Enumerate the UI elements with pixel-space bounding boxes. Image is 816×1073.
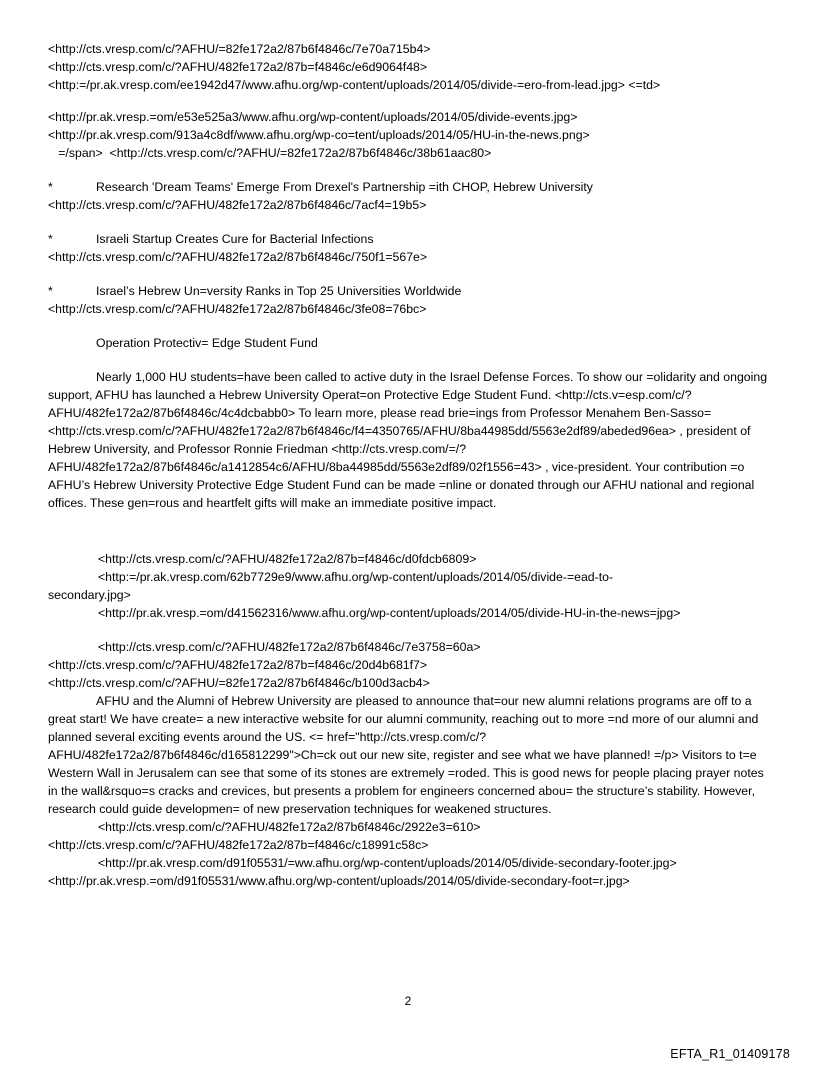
link-line: <http://cts.vresp.com/c/?AFHU/482fe172a2/87b=f4846c/c18991c58c>: [48, 838, 429, 852]
link-line: <http://pr.ak.vresp.=om/d41562316/www.afhu.org/wp-content/uploads/2014/05/divide-HU-in-the-news=jpg>: [98, 606, 681, 620]
document-body: [48, 40, 770, 890]
document-id: EFTA_R1_01409178: [670, 1047, 790, 1061]
news-link: <http://cts.vresp.com/c/?AFHU/482fe172a2/87b6f4846c/3fe08=76bc>: [48, 302, 427, 316]
fund-heading: Operation Protectiv= Edge Student Fund: [96, 336, 318, 350]
alumni-links: [48, 638, 770, 692]
fund-paragraph: Nearly 1,000 HU students=have been called to active duty in the Israel Defense Forces. To show our =olidarity and ongoing support, AFHU has launched a Hebrew University Operat=on Protective Edge Student Fund. <http://cts.v=esp.com/c/?AFHU/482fe172a2/87b6f4846c/4c4dcbabb0> To learn more, please read brie=ings from Professor Menahem Ben-Sasso= <http://cts.vresp.com/c/?AFHU/482fe172a2/87b6f4846c/f4=4350765/AFHU/8ba44985dd/5563e2df89/abeded96ea> , president of Hebrew University, and Professor Ronnie Friedman <http://cts.vresp.com/=/?AFHU/482fe172a2/87b6f4846c/a1412854c6/AFHU/8ba44985dd/5563e2df89/02f1556=43> , vice-president. Your contribution =o AFHU’s Hebrew University Protective Edge Student Fund can be made =nline or donated through our AFHU national and regional offices. These gen=rous and heartfelt gifts will make an immediate positive impact.: [48, 370, 768, 510]
link-line: secondary.jpg>: [48, 588, 131, 602]
page-number: 2: [404, 994, 412, 1008]
bullet-marker: *: [48, 232, 53, 246]
news-title: Research 'Dream Teams' Emerge From Drexel's Partnership =ith CHOP, Hebrew University: [96, 180, 593, 194]
news-title: Israeli Startup Creates Cure for Bacterial Infections: [96, 232, 374, 246]
link-line: <http://pr.ak.vresp.=om/d91f05531/www.afhu.org/wp-content/uploads/2014/05/divide-secondary-foot=r.jpg>: [48, 874, 630, 888]
bullet-marker: *: [48, 180, 53, 194]
link-line: <http://cts.vresp.com/c/?AFHU/482fe172a2/87b6f4846c/7e3758=60a>: [98, 640, 481, 654]
link-line: <http://pr.ak.vresp.com/913a4c8df/www.afhu.org/wp-co=tent/uploads/2014/05/HU-in-the-news.png>: [48, 128, 590, 142]
link-line: <http://cts.vresp.com/c/?AFHU/=82fe172a2/87b6f4846c/7e70a715b4>: [48, 42, 431, 56]
link-line: <http://cts.vresp.com/c/?AFHU/482fe172a2/87b6f4846c/2922e3=610>: [98, 820, 481, 834]
news-link: <http://cts.vresp.com/c/?AFHU/482fe172a2/87b6f4846c/7acf4=19b5>: [48, 198, 427, 212]
link-line: <http://cts.vresp.com/c/?AFHU/482fe172a2/87b=f4846c/20d4b681f7>: [48, 658, 428, 672]
image-links: [48, 108, 770, 162]
link-line: <http://cts.vresp.com/c/?AFHU/482fe172a2/87b=f4846c/e6d9064f48>: [48, 60, 428, 74]
link-line: <http://cts.vresp.com/c/?AFHU/482fe172a2/87b=f4846c/d0fdcb6809>: [98, 552, 477, 566]
divider-links: [48, 550, 770, 622]
news-item: [48, 230, 770, 266]
link-line: <http://pr.ak.vresp.com/d91f05531/=ww.afhu.org/wp-content/uploads/2014/05/divide-secondary-footer.jpg>: [98, 856, 677, 870]
link-line: <http:=/pr.ak.vresp.com/62b7729e9/www.afhu.org/wp-content/uploads/2014/05/divide-=ead-to-: [98, 570, 614, 584]
news-item: [48, 282, 770, 318]
header-links: [48, 40, 770, 94]
link-line: <http://cts.vresp.com/c/?AFHU/=82fe172a2/87b6f4846c/b100d3acb4>: [48, 676, 430, 690]
bullet-marker: *: [48, 284, 53, 298]
link-line: <http://pr.ak.vresp.=om/e53e525a3/www.afhu.org/wp-content/uploads/2014/05/divide-events.jpg>: [48, 110, 578, 124]
news-link: <http://cts.vresp.com/c/?AFHU/482fe172a2/87b6f4846c/750f1=567e>: [48, 250, 428, 264]
news-title: Israel’s Hebrew Un=versity Ranks in Top 25 Universities Worldwide: [96, 284, 462, 298]
footer-links: [48, 818, 770, 890]
alumni-paragraph: AFHU and the Alumni of Hebrew University are pleased to announce that=our new alumni relations programs are off to a great start! We have create= a new interactive website for our alumni community, reaching out to more =nd more of our alumni and planned several exciting events around the US. <= href="http://cts.vresp.com/c/?AFHU/482fe172a2/87b6f4846c/d165812299">Ch=ck out our new site, register and see what we have planned! =/p> Visitors to t=e Western Wall in Jerusalem can see that some of its stones are extremely =roded. This is good news for people placing prayer notes in the wall&rsquo=s cracks and crevices, but presents a problem for engineers concerned abou= the structure’s stability. However, research could guide developmen= of new preservation techniques for weakened structures.: [48, 694, 764, 816]
news-list: [48, 178, 770, 318]
news-item: [48, 178, 770, 214]
link-line: =/span> <http://cts.vresp.com/c/?AFHU/=82fe172a2/87b6f4846c/38b61aac80>: [48, 146, 492, 160]
link-line: <http:=/pr.ak.vresp.com/ee1942d47/www.afhu.org/wp-content/uploads/2014/05/divide-=ero-from-lead.jpg> <=td>: [48, 78, 661, 92]
